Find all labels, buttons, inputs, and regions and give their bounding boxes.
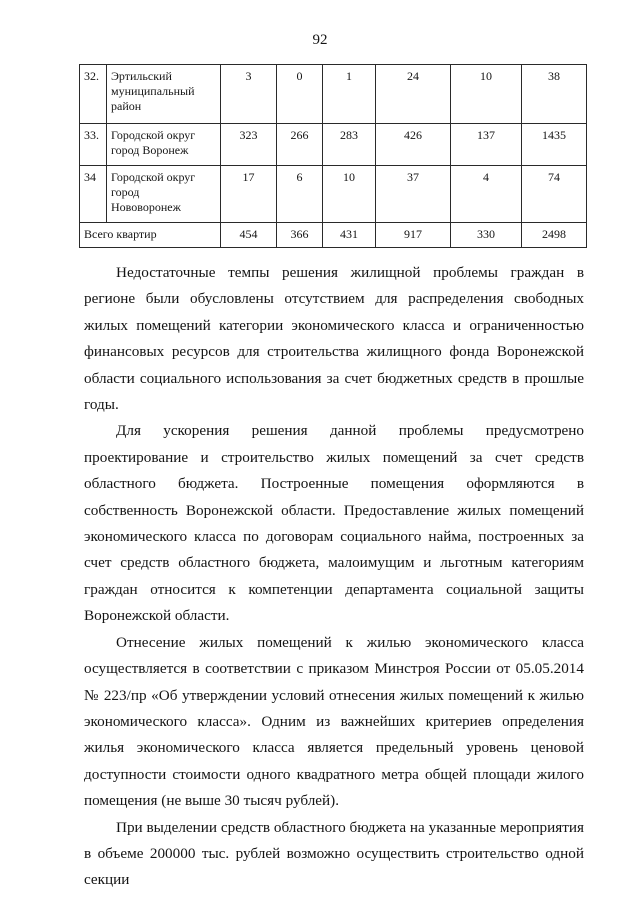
table-cell: 426 [376,124,451,166]
table-cell: 74 [522,166,587,223]
municipality-name [107,124,221,166]
row-number: 33. [80,124,107,166]
total-cell: 330 [451,223,522,248]
table-cell: 17 [221,166,277,223]
table-cell: 38 [522,65,587,124]
paragraph: Отнесение жилых помещений к жилью экономического класса осуществляется в соответствии с приказом Минстроя России от 05.05.2014 № 223/пр «Об утверждении условий отнесения жилых помещений к жилью экономического класса». Одним из важнейших критериев определения жилья экономического класса является предельный уровень ценовой доступности стоимости одного квадратного метра общей площади жилого помещения (не выше 30 тысяч рублей). [84,633,584,810]
name-line: муниципальный [111,84,195,98]
table-cell: 0 [277,65,323,124]
page-number: 92 [312,32,328,48]
name-line: Эртильский [111,69,172,83]
table-cell: 3 [221,65,277,124]
name-line: город [111,185,140,199]
row-number: 32. [80,65,107,124]
table-row [80,166,587,223]
total-cell: 431 [323,223,376,248]
row-number: 34 [80,166,107,223]
table-cell: 37 [376,166,451,223]
table-cell: 6 [277,166,323,223]
total-cell: 454 [221,223,277,248]
table-cell: 137 [451,124,522,166]
table-cell: 323 [221,124,277,166]
name-line: район [111,99,142,113]
table-cell: 1 [323,65,376,124]
name-line: Городской округ [111,170,196,184]
name-line: Городской округ [111,128,196,142]
table-cell: 10 [451,65,522,124]
table-row [80,124,587,166]
paragraph: Для ускорения решения данной проблемы предусмотрено проектирование и строительство жилых помещений за счет средств областного бюджета. Построенные помещения оформляются в собственность Воронежской области. Предоставление жилых помещений экономического класса по договорам социального найма, построенных за счет средств областного бюджета, малоимущим и льготным категориям граждан относится к компетенции департамента социальной защиты Воронежской области. [84,422,584,625]
municipality-name [107,166,221,223]
body-text [84,260,584,894]
total-cell: 2498 [522,223,587,248]
table-cell: 1435 [522,124,587,166]
total-cell: 366 [277,223,323,248]
table-cell: 24 [376,65,451,124]
name-line: город Воронеж [111,143,189,157]
paragraph: Недостаточные темпы решения жилищной проблемы граждан в регионе были обусловлены отсутствием для распределения свободных жилых помещений категории экономического класса и ограниченностью финансовых ресурсов для строительства жилищного фонда Воронежской области социального использования за счет бюджетных средств в прошлые годы. [84,264,584,414]
table-cell: 10 [323,166,376,223]
housing-table [79,64,587,248]
table-cell: 266 [277,124,323,166]
table-cell: 4 [451,166,522,223]
table-cell: 283 [323,124,376,166]
paragraph: При выделении средств областного бюджета на указанные мероприятия в объеме 200000 тыс. рублей возможно осуществить строительство одной секции [84,818,584,889]
table-row [80,65,587,124]
municipality-name [107,65,221,124]
total-label: Всего квартир [80,223,221,248]
total-cell: 917 [376,223,451,248]
name-line: Нововоронеж [111,200,181,214]
total-row [80,223,587,248]
